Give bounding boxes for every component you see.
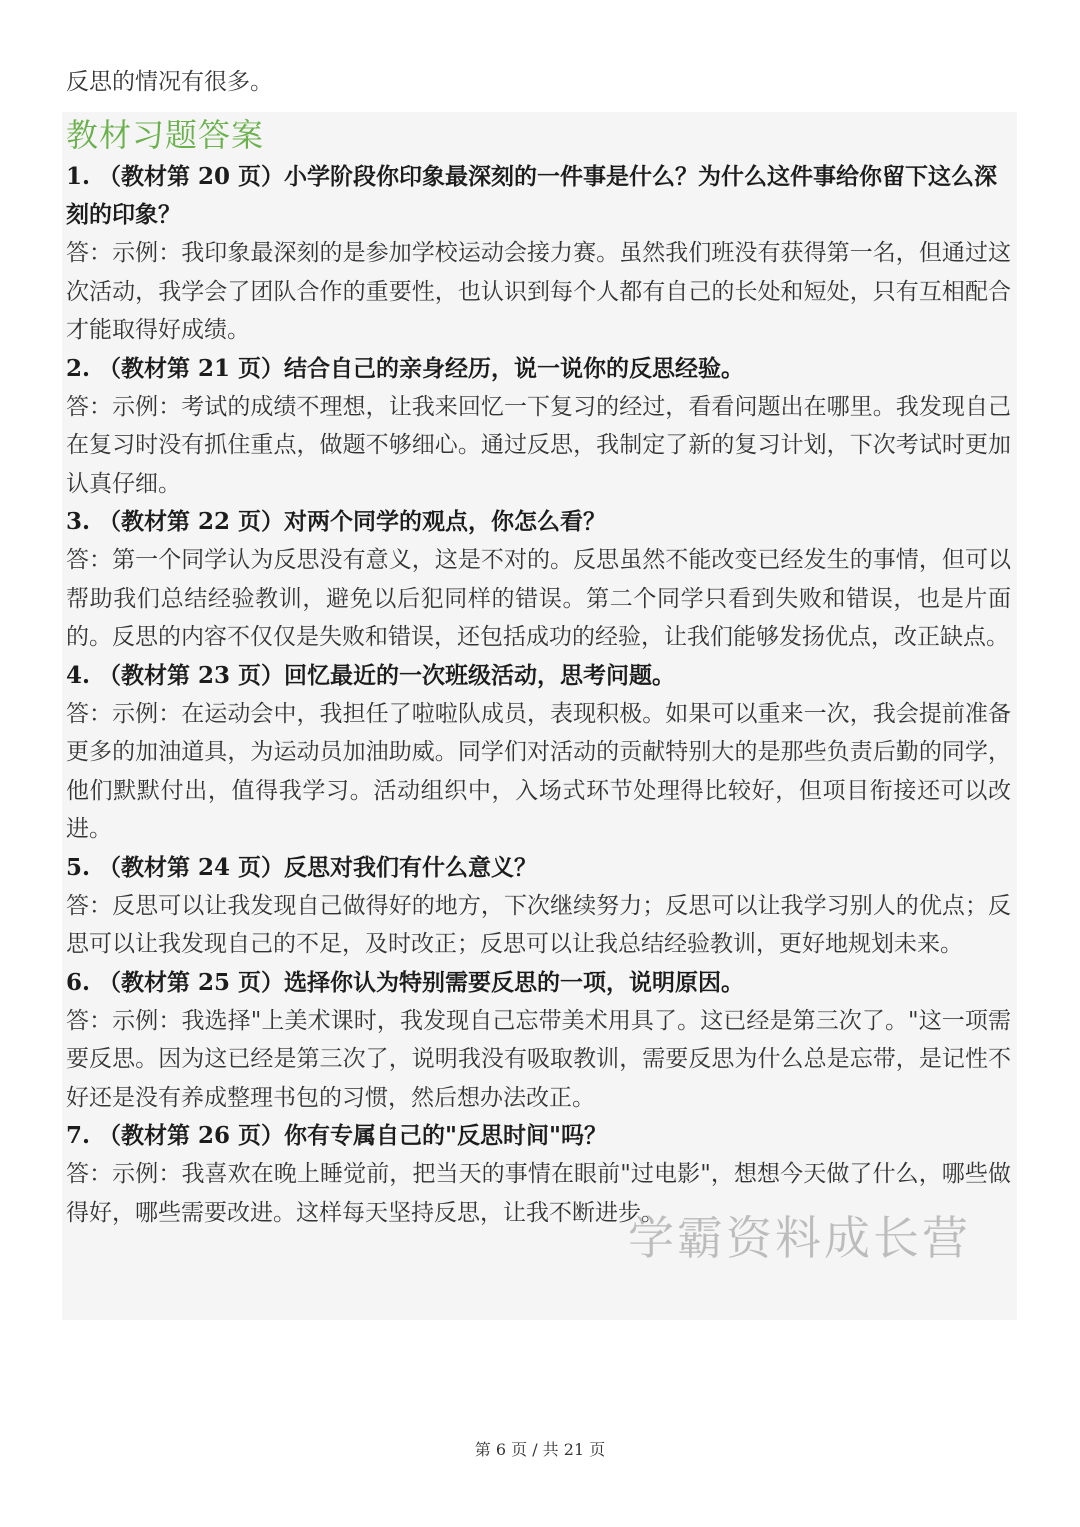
question: 6. （教材第 25 页）选择你认为特别需要反思的一项，说明原因。 [66, 968, 745, 996]
answer: 答：示例：考试的成绩不理想，让我来回忆一下复习的经过，看看问题出在哪里。我发现自己在复习时没有抓住重点，做题不够细心。通过反思，我制定了新的复习计划，下次考试时更加认真仔细。 [66, 393, 1011, 497]
answer: 答：示例：我喜欢在晚上睡觉前，把当天的事情在眼前"过电影"，想想今天做了什么，哪些做得好，哪些需要改进。这样每天坚持反思，让我不断进步。 [66, 1161, 1011, 1226]
watermark: 学霸资料成长营 [628, 1211, 971, 1265]
question: 1. （教材第 20 页）小学阶段你印象最深刻的一件事是什么？为什么这件事给你留下这么深刻的印象？ [66, 163, 998, 228]
answer: 答：第一个同学认为反思没有意义，这是不对的。反思虽然不能改变已经发生的事情，但可以帮助我们总结经验教训，避免以后犯同样的错误。第二个同学只看到失败和错误，也是片面的。反思的内容不仅仅是失败和错误，还包括成功的经验，让我们能够发扬优点，改正缺点。 [66, 547, 1011, 650]
qa-item [66, 849, 1011, 964]
qa-item [66, 503, 1011, 657]
question: 5. （教材第 24 页）反思对我们有什么意义？ [66, 853, 538, 881]
question: 2. （教材第 21 页）结合自己的亲身经历，说一说你的反思经验。 [66, 354, 745, 382]
section-title: 教材习题答案 [66, 116, 265, 154]
answer: 答：反思可以让我发现自己做得好的地方，下次继续努力；反思可以让我学习别人的优点；反思可以让我发现自己的不足，及时改正；反思可以让我总结经验教训，更好地规划未来。 [66, 892, 1011, 957]
qa-item [66, 657, 1011, 849]
question: 7. （教材第 26 页）你有专属自己的"反思时间"吗？ [66, 1122, 608, 1149]
answer: 答：示例：我印象最深刻的是参加学校运动会接力赛。虽然我们班没有获得第一名，但通过这次活动，我学会了团队合作的重要性，也认识到每个人都有自己的长处和短处，只有互相配合才能取得好成绩。 [66, 240, 1011, 343]
question: 4. （教材第 23 页）回忆最近的一次班级活动，思考问题。 [66, 661, 676, 689]
intro-text: 反思的情况有很多。 [66, 69, 273, 95]
answer: 答：示例：我选择"上美术课时，我发现自己忘带美术用具了。这已经是第三次了。"这一项需要反思。因为这已经是第三次了，说明我没有吸取教训，需要反思为什么总是忘带，是记性不好还是没有养成整理书包的习惯，然后想办法改正。 [66, 1007, 1011, 1111]
qa-item [66, 964, 1011, 1118]
qa-item [66, 158, 1011, 350]
answer: 答：示例：在运动会中，我担任了啦啦队成员，表现积极。如果可以重来一次，我会提前准备更多的加油道具，为运动员加油助威。同学们对活动的贡献特别大的是那些负责后勤的同学，他们默默付出，值得我学习。活动组织中，入场式环节处理得比较好，但项目衔接还可以改进。 [66, 700, 1011, 842]
question: 3. （教材第 22 页）对两个同学的观点，你怎么看？ [66, 508, 607, 535]
qa-item [66, 350, 1011, 504]
page-footer: 第 6 页 / 共 21 页 [474, 1440, 606, 1459]
answer-section [66, 112, 1011, 1232]
